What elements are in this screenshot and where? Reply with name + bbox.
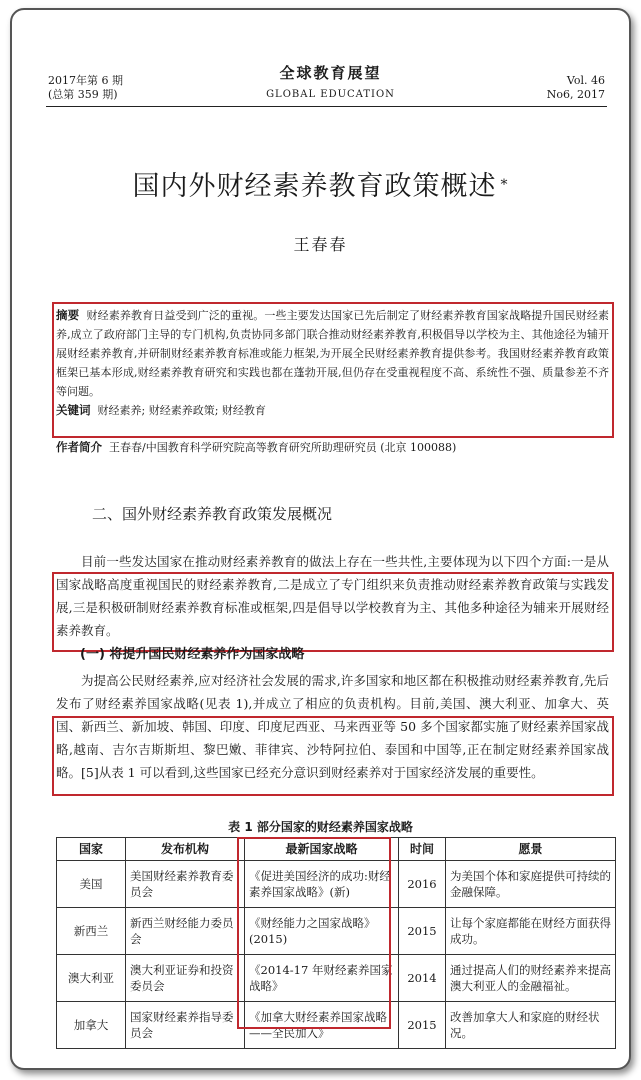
cell-country: 澳大利亚 <box>57 955 126 1002</box>
cell-time: 2015 <box>399 1002 446 1049</box>
volume-number: Vol. 46 <box>566 74 605 87</box>
section-paragraph-1-text: 目前一些发达国家在推动财经素养教育的做法上存在一些共性,主要体现为以下四个方面:一是从国家战略高度重视国民的财经素养教育,二是成立了专门组织来负责推动财经素养教育政策与实践发展,三是积极研制财经素养教育标准或框架,四是倡导以学校教育为主、其他多种途径为辅来开展财经素养教育。 <box>56 554 609 638</box>
abstract-label: 摘要 <box>56 308 80 322</box>
cell-country: 美国 <box>57 861 126 908</box>
title-footnote-mark: * <box>500 177 509 193</box>
author-info-label: 作者简介 <box>56 440 102 454</box>
col-header-strategy: 最新国家战略 <box>245 838 399 861</box>
cell-org: 美国财经素养教育委员会 <box>126 861 245 908</box>
page-frame <box>10 8 631 1070</box>
cell-strategy: 《财经能力之国家战略》(2015) <box>245 908 399 955</box>
highlight-box-strategy-column <box>237 837 391 1029</box>
article-author: 王春春 <box>293 235 348 254</box>
section-paragraph-2 <box>56 669 609 784</box>
cell-strategy: 《加拿大财经素养国家战略——全民加入》 <box>245 1002 399 1049</box>
cell-time: 2015 <box>399 908 446 955</box>
cell-org: 澳大利亚证券和投资委员会 <box>126 955 245 1002</box>
article-title <box>32 170 609 204</box>
col-header-org: 发布机构 <box>126 838 245 861</box>
author-info-text: 王春春/中国教育科学研究院高等教育研究所助理研究员 (北京 100088) <box>109 441 457 454</box>
issue-info <box>48 74 123 102</box>
cell-vision: 通过提高人们的财经素养来提高澳大利亚人的金融福祉。 <box>446 955 616 1002</box>
volume-issue: No6, 2017 <box>546 88 605 101</box>
volume-info <box>547 74 605 102</box>
journal-name <box>212 64 449 102</box>
journal-name-en: GLOBAL EDUCATION <box>266 89 395 100</box>
keywords-text: 财经素养; 财经素养政策; 财经教育 <box>97 404 266 417</box>
cell-org: 国家财经素养指导委员会 <box>126 1002 245 1049</box>
section-paragraph-2-text: 为提高公民财经素养,应对经济社会发展的需求,许多国家和地区都在积极推动财经素养教育,先后发布了财经素养国家战略(见表 1),并成立了相应的负责机构。目前,美国、澳大利亚、加拿大、英国、新西兰、新加坡、韩国、印度、印度尼西亚、马来西亚等 50 多个国家都实施了财经素养国家战略,越南、吉尔吉斯斯坦、黎巴嫩、菲律宾、沙特阿拉伯、泰国和中国等,正在制定财经素养国家战略。[5]从表 1 可以看到,这些国家已经充分意识到财经素养对于国家经济发展的重要性。 <box>56 673 609 780</box>
author-info <box>56 438 616 457</box>
cell-time: 2016 <box>399 861 446 908</box>
col-header-time: 时间 <box>399 838 446 861</box>
cell-vision: 为美国个体和家庭提供可持续的金融保障。 <box>446 861 616 908</box>
cell-country: 加拿大 <box>57 1002 126 1049</box>
issue-total: (总第 359 期) <box>48 88 118 101</box>
keywords-label: 关键词 <box>56 403 91 417</box>
header-rule <box>46 106 607 107</box>
cell-vision: 改善加拿大人和家庭的财经状况。 <box>446 1002 616 1049</box>
cell-strategy: 《促进美国经济的成功:财经素养国家战略》(新) <box>245 861 399 908</box>
section-paragraph-1 <box>56 550 609 642</box>
table-caption: 表 1 部分国家的财经素养国家战略 <box>228 820 413 834</box>
col-header-vision: 愿景 <box>446 838 616 861</box>
journal-name-cn: 全球教育展望 <box>279 64 382 82</box>
section-heading: 二、国外财经素养教育政策发展概况 <box>92 505 333 523</box>
article-title-text: 国内外财经素养教育政策概述 <box>132 171 497 202</box>
cell-strategy: 《2014-17 年财经素养国家战略》 <box>245 955 399 1002</box>
cell-time: 2014 <box>399 955 446 1002</box>
cell-vision: 让每个家庭都能在财经方面获得成功。 <box>446 908 616 955</box>
abstract-text: 财经素养教育日益受到广泛的重视。一些主要发达国家已先后制定了财经素养教育国家战略提升国民财经素养,成立了政府部门主导的专门机构,负责协同多部门联合推动财经素养教育,积极倡导以学校为主、其他途径为辅开展财经素养教育,并研制财经素养教育标准或能力框架,为开展全民财经素养教育提供参考。我国财经素养教育政策框架已基本形成,财经素养教育研究和实践也都在蓬勃开展,但仍存在受重视程度不高、系统性不强、质量参差不齐等问题。 <box>56 309 610 398</box>
abstract-block <box>56 306 609 420</box>
col-header-country: 国家 <box>57 838 126 861</box>
cell-country: 新西兰 <box>57 908 126 955</box>
subsection-heading: (一) 将提升国民财经素养作为国家战略 <box>80 647 305 662</box>
issue-number: 2017年第 6 期 <box>48 74 123 87</box>
cell-org: 新西兰财经能力委员会 <box>126 908 245 955</box>
